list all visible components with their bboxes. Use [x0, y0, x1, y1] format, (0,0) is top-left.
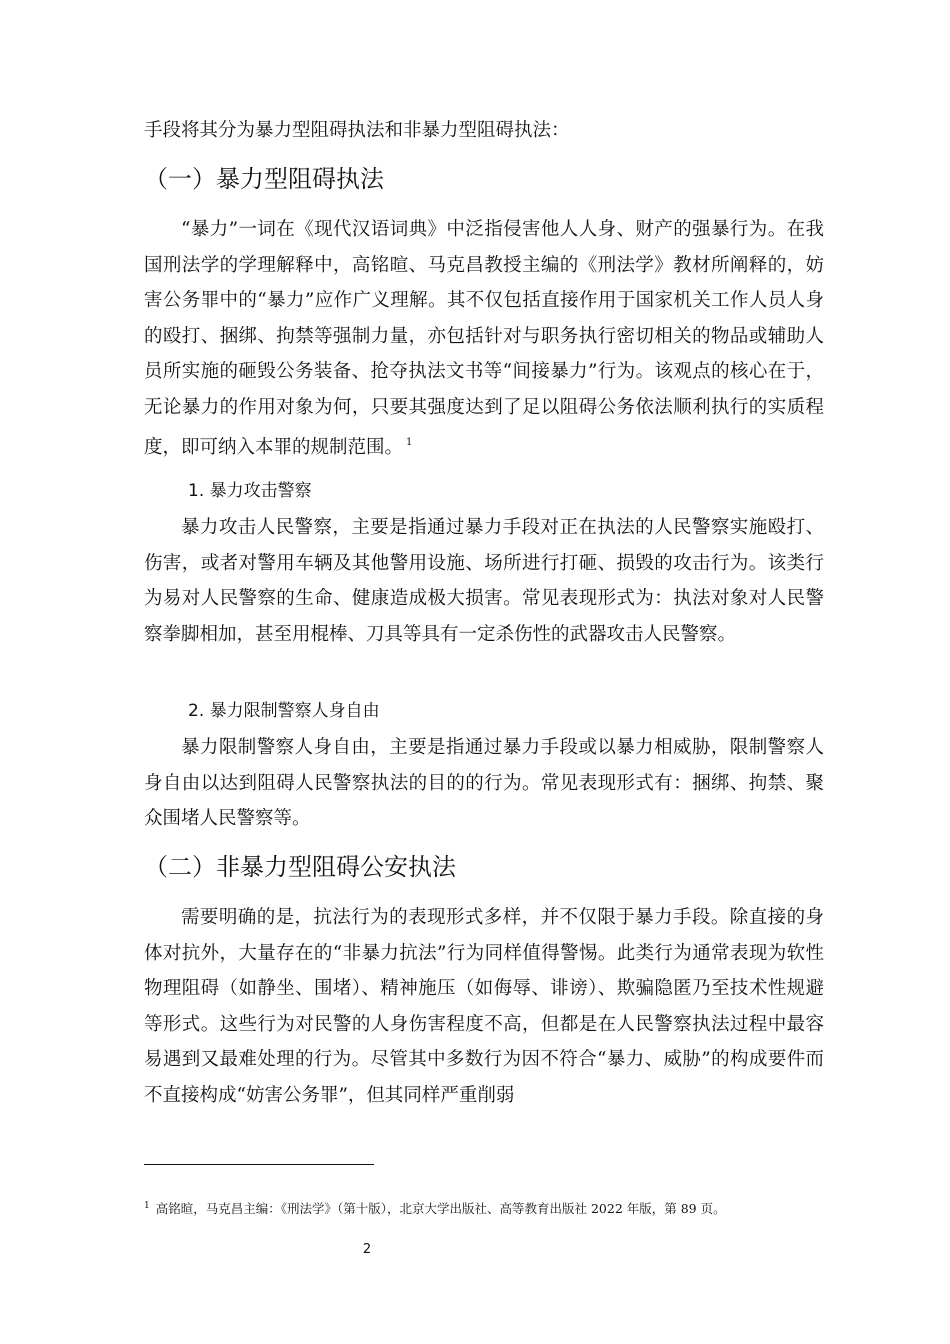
paragraph-violence-definition [144, 212, 824, 466]
paragraph-4 [144, 900, 824, 1113]
footnote-divider [144, 1164, 374, 1165]
heading-violent-obstruction: （一）暴力型阻碍执法 [144, 165, 384, 193]
paragraph-3 [144, 730, 824, 837]
footnote-ref-1[interactable]: 1 [406, 437, 413, 448]
paragraph-nonviolent: 需要明确的是，抗法行为的表现形式多样，并不仅限于暴力手段。除直接的身体对抗外，大量存在的“非暴力抗法”行为同样值得警惕。此类行为通常表现为软性物理阻碍（如静坐、围堵）、精神施压（如侮辱、诽谤）、欺骗隐匿乃至技术性规避等形式。这些行为对民警的人身伤害程度不高，但都是在人民警察执法过程中最容易遇到又最难处理的行为。尽管其中多数行为因不符合“暴力、威胁”的构成要件而不直接构成“妨害公务罪”，但其同样严重削弱 [144, 907, 824, 1106]
section-heading-2 [144, 849, 824, 885]
lead-text: 手段将其分为暴力型阻碍执法和非暴力型阻碍执法： [144, 120, 570, 141]
paragraph-assault-police: 暴力攻击人民警察，主要是指通过暴力手段对正在执法的人民警察实施殴打、伤害，或者对警用车辆及其他警用设施、场所进行打砸、损毁的攻击行为。该类行为易对人民警察的生命、健康造成极大损害。常见表现形式为：执法对象对人民警察拳脚相加，甚至用棍棒、刀具等具有一定杀伤性的武器攻击人民警察。 [144, 517, 824, 645]
footnote-text: 高铭暄，马克昌主编：《刑法学》（第十版），北京大学出版社、高等教育出版社 2022 年版，第 89 页。 [155, 1201, 726, 1216]
subheading-2-block [144, 696, 824, 726]
subheading-assault-police: 1. 暴力攻击警察 [188, 481, 312, 501]
paragraph-1 [144, 212, 824, 466]
section-heading-1 [144, 161, 824, 197]
footnote [144, 1197, 844, 1218]
paragraph-2 [144, 510, 824, 652]
lead-paragraph [144, 113, 824, 149]
heading-nonviolent-obstruction: （二）非暴力型阻碍公安执法 [144, 853, 456, 881]
subheading-1-block [144, 476, 824, 506]
page-number: 2 [362, 1242, 372, 1257]
paragraph-1-text: “暴力”一词在《现代汉语词典》中泛指侵害他人人身、财产的强暴行为。在我国刑法学的学理解释中，高铭暄、马克昌教授主编的《刑法学》教材所阐释的，妨害公务罪中的“暴力”应作广义理解。其不仅包括直接作用于国家机关工作人员人身的殴打、捆绑、拘禁等强制力量，亦包括针对与职务执行密切相关的物品或辅助人员所实施的砸毁公务装备、抢夺执法文书等“间接暴力”行为。该观点的核心在于，无论暴力的作用对象为何，只要其强度达到了足以阻碍公务依法顺利执行的实质程度，即可纳入本罪的规制范围。 [144, 219, 824, 458]
footnote-number: 1 [144, 1201, 150, 1211]
paragraph-restrict-freedom: 暴力限制警察人身自由，主要是指通过暴力手段或以暴力相威胁，限制警察人身自由以达到阻碍人民警察执法的目的的行为。常见表现形式有：捆绑、拘禁、聚众围堵人民警察等。 [144, 737, 824, 829]
subheading-restrict-freedom: 2. 暴力限制警察人身自由 [188, 701, 380, 721]
